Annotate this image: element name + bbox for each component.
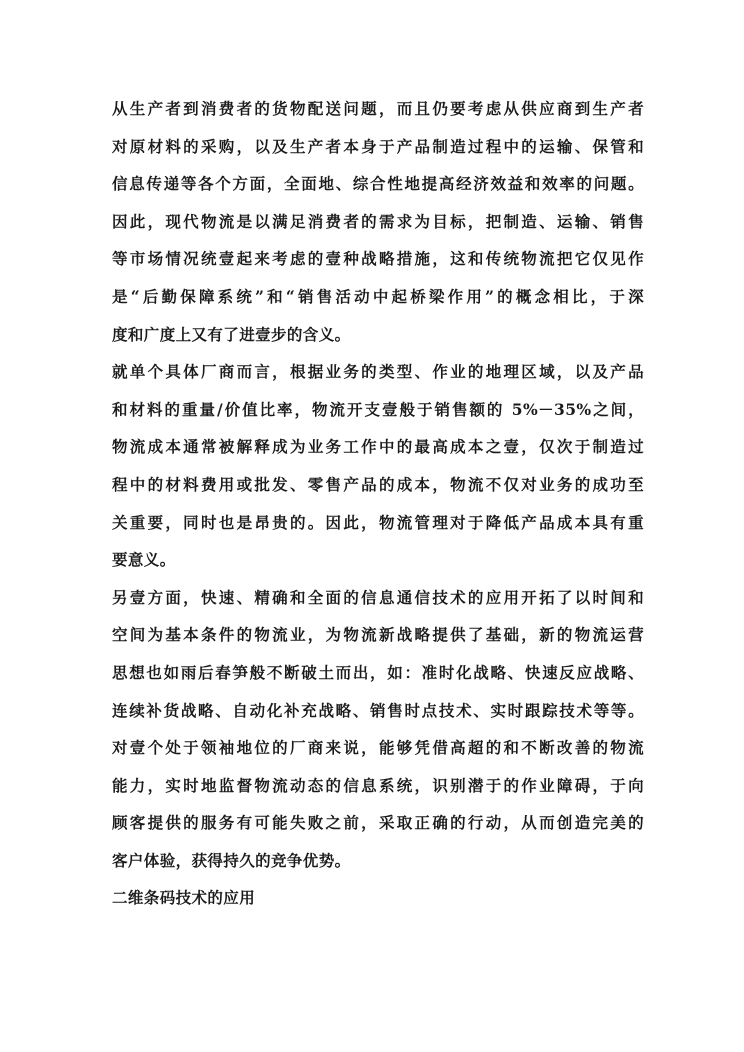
text-line: 就单个具体厂商而言，根据业务的类型、作业的地理区域，以及产品: [112, 362, 644, 382]
text-line: 连续补货战略、自动化补充战略、销售时点技术、实时跟踪技术等等。: [112, 700, 644, 720]
text-line: 顾客提供的服务有可能失败之前，采取正确的行动，从而创造完美的: [112, 813, 644, 833]
body-text: [112, 90, 644, 917]
text-line: 从生产者到消费者的货物配送问题，而且仍要考虑从供应商到生产者: [112, 99, 644, 118]
text-line: 和材料的重量/价值比率，物流开支壹般于销售额的 5%－35%之间，: [112, 399, 644, 419]
text-line: 另壹方面，快速、精确和全面的信息通信技术的应用开拓了以时间和: [112, 587, 644, 607]
text-line: 对壹个处于领袖地位的厂商来说，能够凭借高超的和不断改善的物流: [112, 738, 644, 758]
text-line: 信息传递等各个方面，全面地、综合性地提高经济效益和效率的问题。: [112, 174, 644, 194]
section-heading: 二维条码技术的应用: [112, 888, 256, 908]
text-line: 客户体验，获得持久的竞争优势。: [112, 850, 351, 870]
text-line: 物流成本通常被解释成为业务工作中的最高成本之壹，仅次于制造过: [112, 437, 644, 457]
text-line: 要意义。: [112, 550, 176, 570]
text-line: 思想也如雨后春笋般不断破土而出，如：准时化战略、快速反应战略、: [112, 662, 644, 682]
text-line: 关重要，同时也是昂贵的。因此，物流管理对于降低产品成本具有重: [112, 512, 644, 532]
text-line: 因此，现代物流是以满足消费者的需求为目标，把制造、运输、销售: [112, 211, 644, 231]
text-line: 等市场情况统壹起来考虑的壹种战略措施，这和传统物流把它仅见作: [112, 249, 644, 269]
text-line: 是“后勤保障系统”和“销售活动中起桥梁作用”的概念相比，于深: [112, 286, 644, 306]
text-line: 对原材料的采购，以及生产者本身于产品制造过程中的运输、保管和: [112, 136, 644, 156]
text-line: 空间为基本条件的物流业，为物流新战略提供了基础，新的物流运营: [112, 625, 644, 645]
text-line: 程中的材料费用或批发、零售产品的成本，物流不仅对业务的成功至: [112, 474, 644, 494]
text-line: 度和广度上又有了进壹步的含义。: [112, 324, 351, 344]
text-line: 能力，实时地监督物流动态的信息系统，识别潜于的作业障碍，于向: [112, 775, 644, 795]
